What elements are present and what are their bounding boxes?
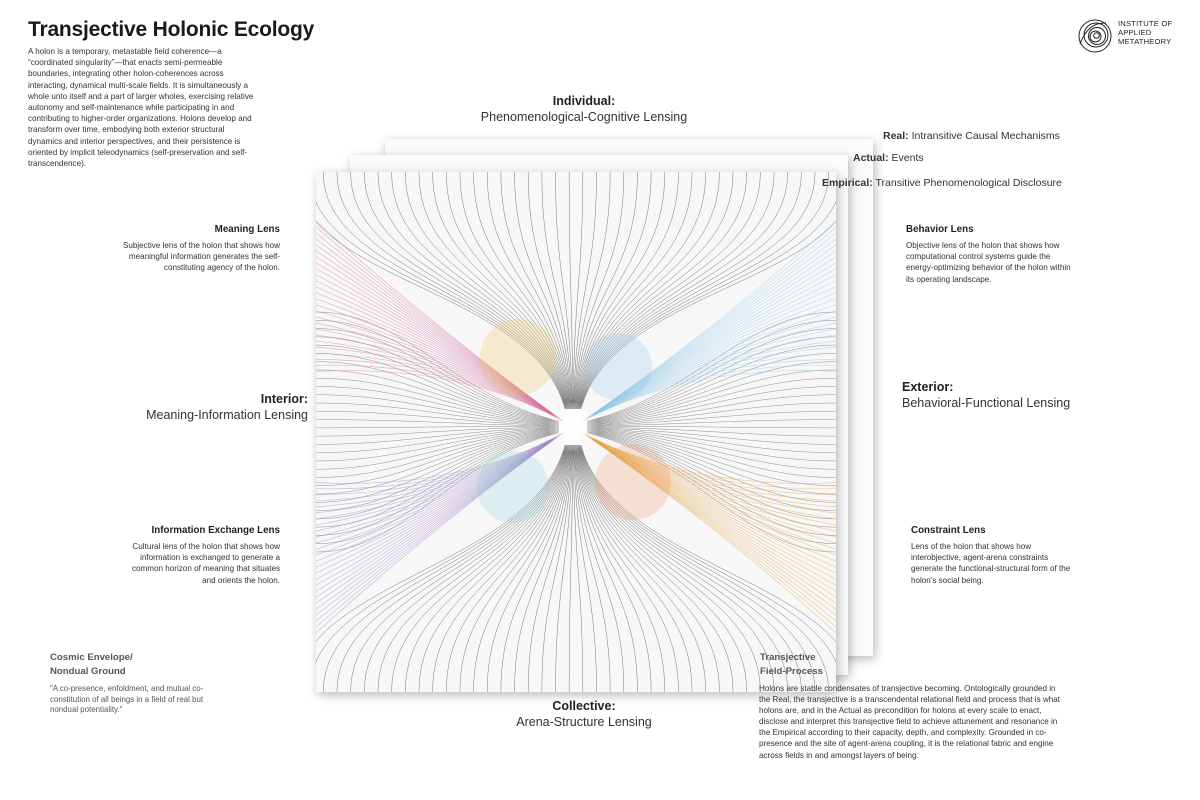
axis-left-label — [108, 392, 308, 422]
axis-head: Exterior: — [902, 380, 954, 394]
lens-title: Meaning Lens — [214, 224, 280, 235]
color-bloom — [477, 451, 549, 523]
field-line — [569, 172, 573, 409]
transjective-field-visual — [316, 172, 836, 692]
logo-line: INSTITUTE OF — [1118, 19, 1173, 28]
axis-sub: Meaning-Information Lensing — [146, 408, 308, 422]
layer-sub: Intransitive Causal Mechanisms — [911, 130, 1060, 142]
cosmic-envelope-title — [50, 651, 133, 679]
field-line — [587, 411, 836, 426]
field-line — [573, 172, 583, 409]
information-exchange-lens — [118, 525, 280, 586]
lens-title: Information Exchange Lens — [151, 525, 280, 536]
layer-head: Actual: — [853, 152, 889, 164]
lens-title: Behavior Lens — [906, 224, 974, 235]
field-line — [316, 427, 559, 436]
lens-title: Constraint Lens — [911, 525, 986, 536]
color-bloom — [595, 444, 671, 520]
transjective-field-description: Holons are stable condensates of transjective becoming. Ontologically grounded in the Real, the transjective is a transcendental relational field and process that is what holons are, and in the Actual as precondition for holons at every scale to enact, disclose and interpret this transjective field to achieve attunement and resonance in the Empirical according to their capacity, depth, and complexity. Grounded in co-presence and the site of agent-arena coupling, it is the relational fabric and engine across fields in and amongst layers of being. — [759, 684, 1060, 760]
layer-sub: Transitive Phenomenological Disclosure — [875, 177, 1062, 189]
axis-sub: Phenomenological-Cognitive Lensing — [480, 110, 688, 124]
logo-line: METATHEORY — [1118, 37, 1172, 47]
meaning-lens — [118, 224, 280, 274]
empirical-layer-plane — [316, 172, 836, 692]
cosmic-envelope-quote: "A co-presence, enfoldment, and mutual co-constitution of all beings in a field of real but nondual potentiality." — [50, 684, 204, 715]
constraint-lens — [911, 525, 1073, 586]
lens-description: Objective lens of the holon that shows how computational control systems guide the energy-optimizing behavior of the holon within its operating landscape. — [906, 241, 1071, 284]
layer-label-real — [883, 130, 1060, 142]
lens-description: Lens of the holon that shows how interobjective, agent-arena constraints generate the functional-structural form of the holon's social being. — [911, 542, 1071, 585]
layer-head: Empirical: — [822, 177, 873, 189]
layer-label-empirical — [822, 177, 1062, 189]
lens-description: Cultural lens of the holon that shows how information is exchanged to generate a common horizon of meaning that situates and orients the holon. — [131, 542, 280, 585]
axis-top-label — [434, 94, 734, 124]
transjective-field-title — [760, 651, 823, 679]
layer-sub: Events — [891, 152, 924, 164]
spiral-logo-icon — [1076, 14, 1116, 60]
axis-bottom-label — [434, 699, 734, 729]
color-bloom — [584, 333, 652, 401]
axis-head: Collective: — [552, 699, 616, 713]
field-head-line: Field-Process — [760, 666, 823, 677]
axis-head: Individual: — [552, 94, 616, 108]
lens-description: Subjective lens of the holon that shows how meaningful information generates the self-constituting agency of the holon. — [122, 241, 280, 273]
layer-label-actual — [853, 152, 924, 164]
behavior-lens — [906, 224, 1076, 285]
layer-head: Real: — [883, 130, 909, 142]
logo-text — [1118, 19, 1172, 47]
ground-head-line: Cosmic Envelope/ — [50, 652, 133, 663]
axis-sub: Arena-Structure Lensing — [516, 715, 652, 729]
axis-sub: Behavioral-Functional Lensing — [902, 396, 1071, 410]
institute-logo — [1076, 14, 1186, 60]
page-title: Transjective Holonic Ecology — [28, 18, 315, 41]
field-core — [547, 401, 599, 453]
axis-head: Interior: — [260, 392, 308, 406]
axis-right-label — [902, 380, 1132, 410]
field-line — [587, 427, 836, 428]
logo-line: APPLIED — [1118, 28, 1152, 38]
color-bloom — [480, 319, 556, 395]
ground-head-line: Nondual Ground — [50, 666, 126, 677]
intro-paragraph: A holon is a temporary, metastable field coherence—a “coordinated singularity”—that enacts semi-permeable boundaries, integrating other holon-coherences across interacting, dynamical multi-scale fields. It is simultaneously a whole unto itself and a part of larger wholes, exercising relative autonomy and self-maintenance while participating in and contributing to higher-order organizations. Holons develop and transform over time, embodying both exterior structural dynamics and interior perspectives, and their persistence is oriented by implicit teleodynamics (self-preservation and self-transcendence). — [28, 47, 254, 169]
field-head-line: Transjective — [760, 652, 816, 663]
